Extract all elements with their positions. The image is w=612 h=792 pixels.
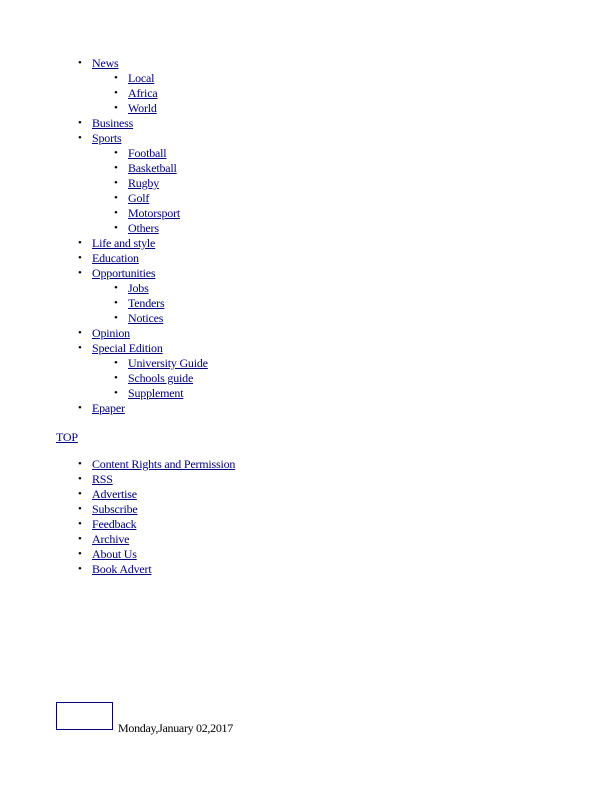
subnav-item-notices (0, 311, 612, 326)
bullet-icon: • (114, 387, 118, 399)
bullet-icon: • (114, 147, 118, 159)
nav-item-advertise (0, 487, 612, 502)
logo-image-placeholder[interactable] (56, 702, 113, 730)
subnav-item-golf (0, 191, 612, 206)
subnav-item-football (0, 146, 612, 161)
subnav-link-supplement[interactable]: Supplement (128, 386, 184, 400)
bullet-icon: • (78, 488, 82, 500)
nav-link-subscribe[interactable]: Subscribe (92, 502, 138, 516)
nav-link-book-advert[interactable]: Book Advert (92, 562, 152, 576)
bullet-icon: • (78, 342, 82, 354)
subnav-item-supplement (0, 386, 612, 401)
nav-link-archive[interactable]: Archive (92, 532, 130, 546)
top-link[interactable]: TOP (56, 430, 78, 444)
nav-item-archive (0, 532, 612, 547)
nav-item-book-advert (0, 562, 612, 577)
bullet-icon: • (78, 503, 82, 515)
subnav-item-motorsport (0, 206, 612, 221)
subnav-item-africa (0, 86, 612, 101)
subnav-link-local[interactable]: Local (128, 71, 155, 85)
bullet-icon: • (114, 207, 118, 219)
bullet-icon: • (78, 563, 82, 575)
nav-link-epaper[interactable]: Epaper (92, 401, 125, 415)
subnav-item-schools-guide (0, 371, 612, 386)
subnav-item-rugby (0, 176, 612, 191)
bullet-icon: • (78, 117, 82, 129)
subnav-item-basketball (0, 161, 612, 176)
bullet-icon: • (78, 252, 82, 264)
footer-nav (0, 457, 612, 577)
nav-item-subscribe (0, 502, 612, 517)
nav-link-opportunities[interactable]: Opportunities (92, 266, 156, 280)
nav-link-business[interactable]: Business (92, 116, 134, 130)
bullet-icon: • (114, 357, 118, 369)
subnav-item-tenders (0, 296, 612, 311)
nav-link-life-and-style[interactable]: Life and style (92, 236, 156, 250)
bullet-icon: • (78, 402, 82, 414)
subnav-link-motorsport[interactable]: Motorsport (128, 206, 181, 220)
main-nav (0, 56, 612, 416)
bullet-icon: • (114, 192, 118, 204)
bullet-icon: • (114, 282, 118, 294)
nav-link-advertise[interactable]: Advertise (92, 487, 137, 501)
bullet-icon: • (78, 548, 82, 560)
nav-item-content-rights-and-permission (0, 457, 612, 472)
bullet-icon: • (78, 132, 82, 144)
subnav-link-basketball[interactable]: Basketball (128, 161, 177, 175)
nav-item-opportunities (0, 266, 612, 281)
subnav-link-tenders[interactable]: Tenders (128, 296, 165, 310)
bullet-icon: • (114, 102, 118, 114)
nav-link-education[interactable]: Education (92, 251, 139, 265)
bullet-icon: • (114, 222, 118, 234)
subnav-link-schools-guide[interactable]: Schools guide (128, 371, 194, 385)
subnav-item-world (0, 101, 612, 116)
subnav-link-jobs[interactable]: Jobs (128, 281, 149, 295)
subnav-item-others (0, 221, 612, 236)
nav-link-opinion[interactable]: Opinion (92, 326, 130, 340)
subnav-item-local (0, 71, 612, 86)
bullet-icon: • (114, 297, 118, 309)
subnav-link-university-guide[interactable]: University Guide (128, 356, 208, 370)
bullet-icon: • (78, 57, 82, 69)
nav-item-feedback (0, 517, 612, 532)
nav-item-opinion (0, 326, 612, 341)
bullet-icon: • (114, 372, 118, 384)
nav-link-about-us[interactable]: About Us (92, 547, 137, 561)
bullet-icon: • (78, 267, 82, 279)
nav-item-rss (0, 472, 612, 487)
nav-item-special-edition (0, 341, 612, 356)
nav-link-rss[interactable]: RSS (92, 472, 113, 486)
bullet-icon: • (78, 327, 82, 339)
subnav-link-notices[interactable]: Notices (128, 311, 164, 325)
subnav-item-jobs (0, 281, 612, 296)
subnav-link-world[interactable]: World (128, 101, 157, 115)
subnav-link-rugby[interactable]: Rugby (128, 176, 160, 190)
nav-item-business (0, 116, 612, 131)
current-date: Monday,January 02,2017 (118, 721, 233, 735)
nav-link-content-rights-and-permission[interactable]: Content Rights and Permission (92, 457, 236, 471)
nav-item-education (0, 251, 612, 266)
nav-link-news[interactable]: News (92, 56, 119, 70)
nav-item-sports (0, 131, 612, 146)
bullet-icon: • (78, 237, 82, 249)
nav-link-sports[interactable]: Sports (92, 131, 122, 145)
bullet-icon: • (78, 533, 82, 545)
bullet-icon: • (114, 87, 118, 99)
subnav-link-golf[interactable]: Golf (128, 191, 150, 205)
subnav-link-others[interactable]: Others (128, 221, 159, 235)
bullet-icon: • (114, 177, 118, 189)
nav-item-about-us (0, 547, 612, 562)
subnav-item-university-guide (0, 356, 612, 371)
nav-link-special-edition[interactable]: Special Edition (92, 341, 163, 355)
nav-item-epaper (0, 401, 612, 416)
nav-item-news (0, 56, 612, 71)
bullet-icon: • (114, 162, 118, 174)
bullet-icon: • (114, 312, 118, 324)
bullet-icon: • (78, 518, 82, 530)
bullet-icon: • (78, 458, 82, 470)
bullet-icon: • (78, 473, 82, 485)
nav-link-feedback[interactable]: Feedback (92, 517, 137, 531)
bullet-icon: • (114, 72, 118, 84)
nav-item-life-and-style (0, 236, 612, 251)
subnav-link-football[interactable]: Football (128, 146, 167, 160)
subnav-link-africa[interactable]: Africa (128, 86, 158, 100)
